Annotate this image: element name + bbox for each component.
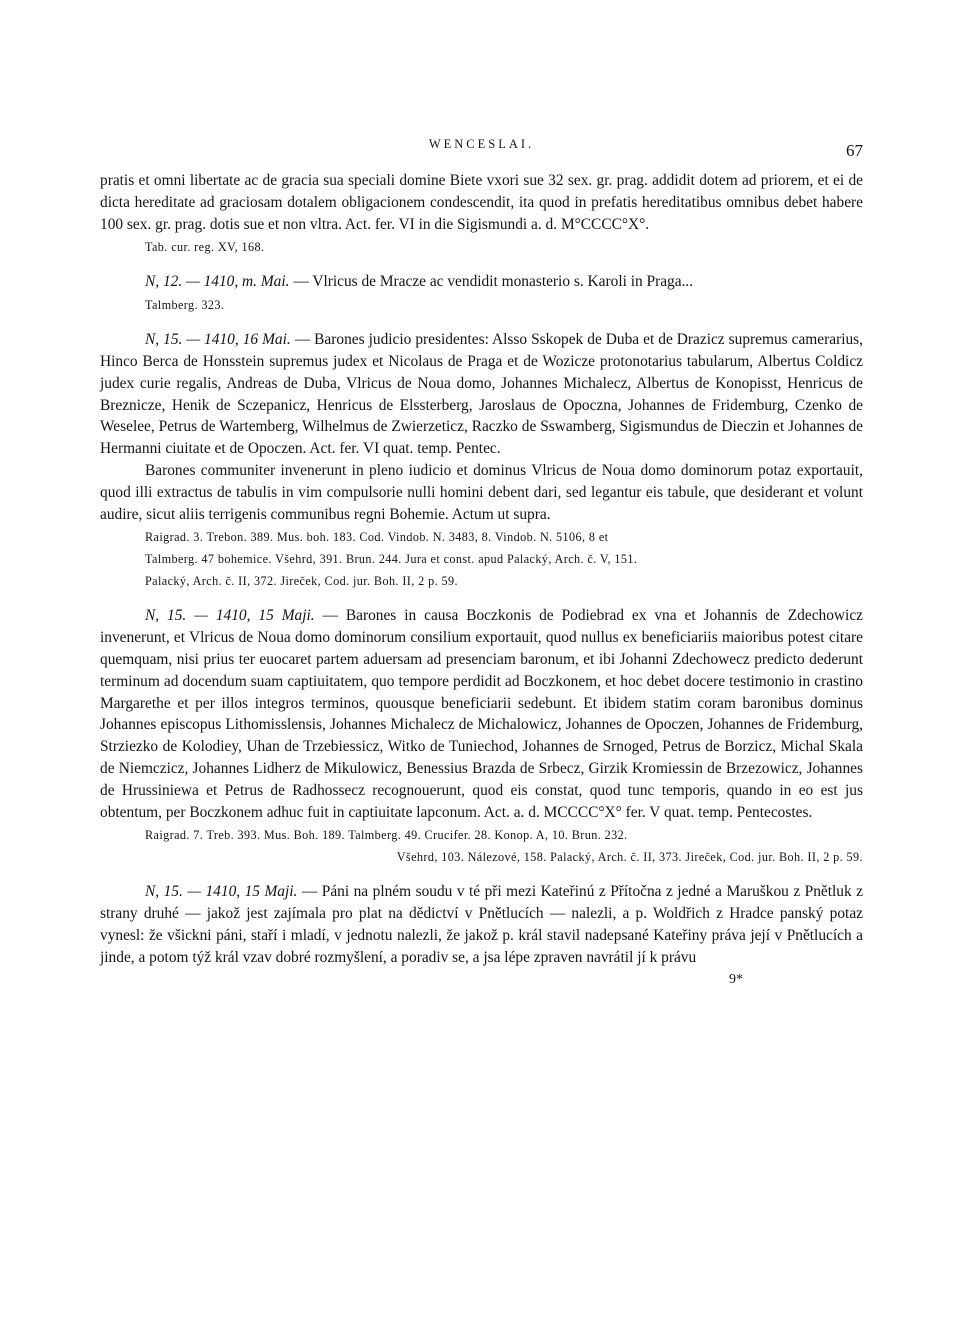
entry — [100, 271, 863, 315]
citation-line: Talmberg. 47 bohemice. Všehrd, 391. Brun. 244. Jura et const. apud Palacký, Arch. č. V, 151. — [145, 552, 638, 567]
entry-continuation: Barones communiter invenerunt in pleno iudicio et dominus Vlricus de Noua domo dominorum potaz exportauit, quod illi extractus de tabulis in vim compulsorie nulli homini debent dari, sed legantur eis tabule, que desiderant et volunt audire, sicut aliis terrigenis communibus regni Bohemie. Actum ut supra. — [100, 461, 863, 523]
entry-paragraph — [100, 605, 863, 823]
entry-text: — Vlricus de Mracze ac vendidit monasterio s. Karoli in Praga... — [289, 273, 694, 291]
entry-dateline: N, 12. — 1410, m. Mai. — [145, 273, 290, 291]
citation-line: Tab. cur. reg. XV, 168. — [145, 240, 265, 255]
running-title: WENCESLAI. — [428, 137, 535, 151]
page-number: 67 — [846, 141, 863, 160]
entry-text: pratis et omni libertate ac de gracia sua speciali domine Biete vxori sue 32 sex. gr. prag. addidit dotem ad priorem, et ei de dicta hereditate ad graciosam dotalem obligacionem condescendit, ita quod in prefatis hereditatibus omnibus debet habere 100 sex. gr. prag. dotis sue et non vltra. Act. fer. VI in die Sigismundi a. d. M°CCCC°X°. — [100, 172, 863, 233]
entry-paragraph — [100, 271, 863, 293]
citation-line: Raigrad. 3. Trebon. 389. Mus. boh. 183. Cod. Vindob. N. 3483, 8. Vindob. N. 5106, 8 et — [145, 530, 609, 545]
entry-text: — Páni na plném soudu v té při mezi Kateřinú z Přítočna z jedné a Maruškou z Pnětluk z strany druhé — jakož jest zajímala pro plat na dědictví v Pnětlucích — nalezli, a p. Woldřich z Hradce panský potaz vynesl: že všickni páni, staří i mladí, v jednotu nalezli, že jakož p. král stavil nadepsané Kateřiny práva její v Pnětlucích a jinde, a potom týž král vzav dobré rozmyšlení, a poradiv se, a jsa lépe zpraven navrátil jí k právu — [100, 883, 863, 966]
entry-dateline: N, 15. — 1410, 16 Mai. — [145, 331, 291, 349]
citation-line: Všehrd, 103. Nálezové, 158. Palacký, Arch. č. II, 373. Jireček, Cod. jur. Boh. II, 2 p. 59. — [396, 850, 863, 865]
entry-paragraph — [100, 329, 863, 460]
citation-line: Talmberg. 323. — [145, 298, 225, 313]
entry-text: — Barones in causa Boczkonis de Podiebrad ex vna et Johannis de Zdechowicz invenerunt, et Vlricus de Noua domo dominorum consilium exportauit, quod nullus ex beneficiariis maioribus potest citare quemquam, nisi prius ter euocaret partem aduersam ad presenciam baronum, et ibi Johanni Zdechowecz predicto dederunt terminum ad docendum suam captiuitatem, quo tempore perdidit ad Boczkonem, et hoc debet docere testimonio in crastino Margarethe et per illos integros terminos, quousque beneficiarii sedebunt. Et ibidem statim coram baronibus dominus Johannes episcopus Lithomisslensis, Johannes Michalecz de Michalowicz, Johannes de Opoczen, Johannes de Fridemburg, Strziezko de Kolodiey, Uhan de Trzebiessicz, Witko de Tuniechod, Johannes de Srnoged, Petrus de Borzicz, Michal Skala de Niemczicz, Johannes Lidherz de Mikulowicz, Benessius Brazda de Srbecz, Girzik Kromiessin de Brzezowicz, Johannes de Hrussiniewa et Petrus de Radhossecz recognouerunt, quod eis constat, quod tunc temporis, quando in eo est jus obtentum, per Boczkonem adhuc fuit in captiuitate lapconum. Act. a. d. MCCCC°X° fer. V quat. temp. Pentecostes. — [100, 607, 863, 821]
entry — [100, 170, 863, 257]
entry — [100, 881, 863, 990]
entry-dateline: N, 15. — 1410, 15 Maji. — [145, 607, 315, 625]
document-page — [100, 130, 863, 990]
entry-dateline: N, 15. — 1410, 15 Maji. — [145, 883, 298, 901]
citation-line: Palacký, Arch. č. II, 372. Jireček, Cod. jur. Boh. II, 2 p. 59. — [145, 574, 458, 589]
page-header — [100, 130, 863, 170]
entry-paragraph — [100, 881, 863, 968]
signature-mark: 9* — [729, 971, 743, 987]
entry-text: — Barones judicio presidentes: Alsso Sskopek de Duba et de Drazicz supremus camerarius, Hinco Berca de Honsstein supremus judex et Nicolaus de Praga et de Wozicze protonotarius tabularum, Albertus Coldicz judex curie regalis, Andreas de Duba, Vlricus de Noua domo, Johannes Michalecz, Albertus de Konopisst, Henricus de Breznicze, Henik de Sczepanicz, Henricus de Elssterberg, Jaroslaus de Opoczna, Johannes de Fridemburg, Czenko de Weselee, Petrus de Wartemberg, Wilhelmus de Zwierzeticz, Raczko de Sswamberg, Sigismundus de Dieczin et Johannes de Hermanni ciuitate et de Opoczen. Act. fer. VI quat. temp. Pentec. — [100, 331, 863, 458]
entry — [100, 329, 863, 591]
entry — [100, 605, 863, 867]
citation-line: Raigrad. 7. Treb. 393. Mus. Boh. 189. Talmberg. 49. Crucifer. 28. Konop. A, 10. Brun. 232. — [145, 828, 628, 843]
